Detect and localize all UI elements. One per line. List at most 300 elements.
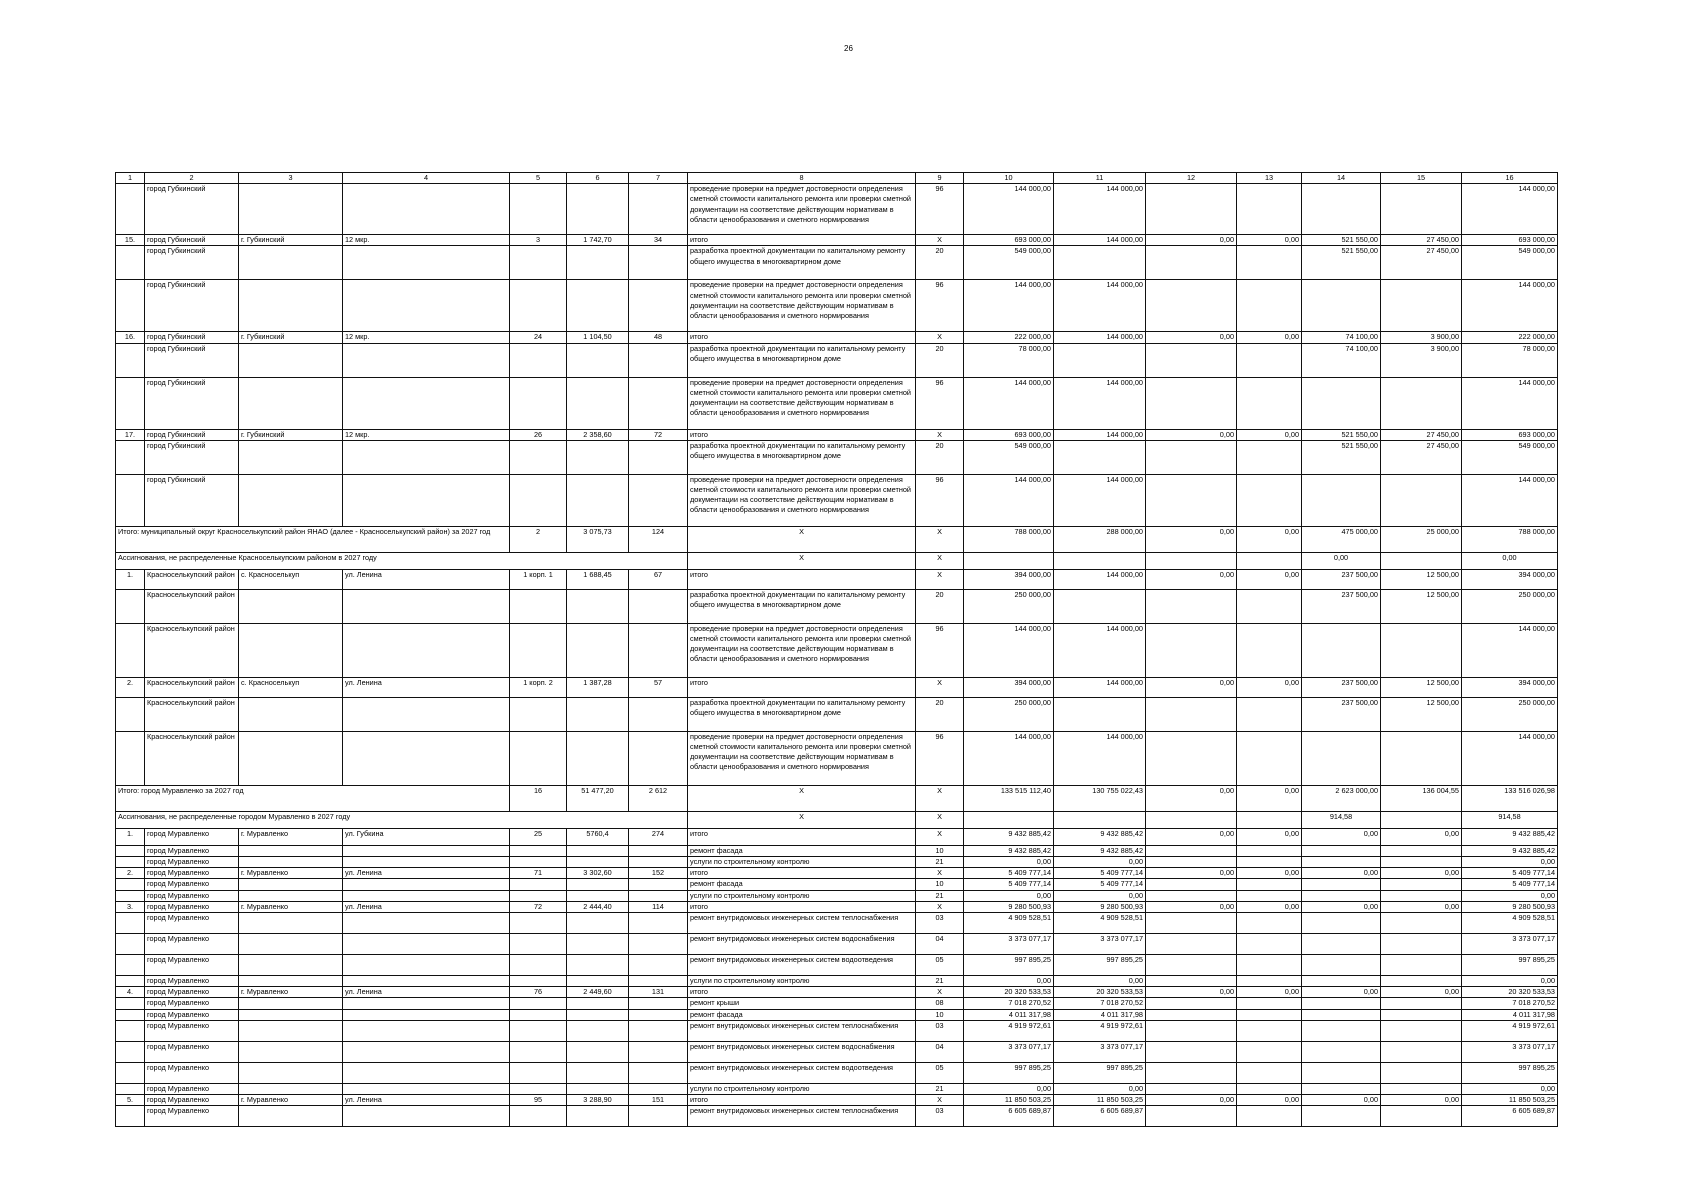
table-cell: город Губкинский (145, 246, 239, 280)
table-cell: услуги по строительному контролю (688, 857, 916, 868)
table-cell (510, 474, 567, 526)
table-cell (1237, 934, 1302, 955)
table-cell: 0,00 (1146, 987, 1237, 998)
table-cell: 131 (629, 987, 688, 998)
table-cell: город Губкинский (145, 343, 239, 377)
table-cell (629, 1020, 688, 1041)
table-cell (116, 913, 145, 934)
table-cell: город Муравленко (145, 1095, 239, 1106)
table-cell: 997 895,25 (1054, 955, 1146, 976)
table-cell: город Муравленко (145, 987, 239, 998)
table-cell (510, 1083, 567, 1094)
table-cell (116, 1083, 145, 1094)
table-cell (1237, 1009, 1302, 1020)
table-cell: 6 605 689,87 (1054, 1106, 1146, 1127)
table-row (116, 828, 1558, 845)
column-number-cell: 13 (1237, 173, 1302, 184)
table-cell: 144 000,00 (1054, 569, 1146, 589)
table-cell: 4 011 317,98 (964, 1009, 1054, 1020)
table-cell: 67 (629, 569, 688, 589)
table-row (116, 474, 1558, 526)
table-cell: 0,00 (1237, 332, 1302, 343)
table-cell (567, 623, 629, 677)
table-cell: 0,00 (1146, 235, 1237, 246)
table-cell: 11 850 503,25 (964, 1095, 1054, 1106)
table-cell (116, 623, 145, 677)
table-cell: 96 (916, 623, 964, 677)
table-cell: 521 550,00 (1302, 235, 1381, 246)
table-cell: ремонт крыши (688, 998, 916, 1009)
table-cell: итого (688, 677, 916, 697)
table-cell (567, 913, 629, 934)
table-cell (1381, 377, 1462, 429)
table-cell: 144 000,00 (964, 280, 1054, 332)
table-cell: Красноселькупский район (145, 589, 239, 623)
table-cell (343, 343, 510, 377)
table-cell: город Губкинский (145, 440, 239, 474)
table-cell: 0,00 (1381, 901, 1462, 912)
table-cell: 152 (629, 868, 688, 879)
table-cell (1302, 857, 1381, 868)
unallocated-label: Ассигнования, не распределенные Красноселькупским районом в 2027 году (116, 552, 688, 569)
table-cell (629, 1041, 688, 1062)
table-cell: г. Губкинский (239, 235, 343, 246)
table-cell: 03 (916, 1020, 964, 1041)
table-cell: 03 (916, 913, 964, 934)
table-cell (1146, 440, 1237, 474)
table-cell: 394 000,00 (1462, 569, 1558, 589)
table-cell: 3. (116, 901, 145, 912)
table-cell (510, 1020, 567, 1041)
table-cell (1237, 1062, 1302, 1083)
table-cell: ул. Ленина (343, 901, 510, 912)
table-cell: 0,00 (1054, 857, 1146, 868)
table-cell (239, 955, 343, 976)
table-cell: город Муравленко (145, 934, 239, 955)
table-cell (567, 280, 629, 332)
table-cell: 144 000,00 (964, 474, 1054, 526)
table-cell: 394 000,00 (964, 569, 1054, 589)
column-number-cell: 5 (510, 173, 567, 184)
table-cell: проведение проверки на предмет достоверности определения сметной стоимости капитального ремонта или проверки сметной документации на соответствие действующим нормативам в области ценообразования и сметного нормирования (688, 731, 916, 785)
table-cell: 0,00 (1381, 987, 1462, 998)
table-cell: с. Красноселькуп (239, 569, 343, 589)
table-cell (116, 1009, 145, 1020)
table-row (116, 235, 1558, 246)
table-cell (629, 879, 688, 890)
table-cell (1302, 280, 1381, 332)
table-cell: 12 500,00 (1381, 677, 1462, 697)
table-cell (1381, 857, 1462, 868)
table-cell (1146, 552, 1237, 569)
table-cell: 0,00 (1237, 429, 1302, 440)
table-cell: 144 000,00 (1054, 280, 1146, 332)
table-row (116, 987, 1558, 998)
table-cell (1237, 913, 1302, 934)
table-cell (116, 731, 145, 785)
table-cell: 12 мкр. (343, 332, 510, 343)
table-cell (343, 976, 510, 987)
table-cell: 0,00 (1146, 828, 1237, 845)
table-cell: итого (688, 235, 916, 246)
table-cell: 693 000,00 (964, 235, 1054, 246)
table-cell (239, 879, 343, 890)
table-cell: 1 742,70 (567, 235, 629, 246)
table-cell: 05 (916, 955, 964, 976)
table-cell (629, 731, 688, 785)
table-cell (1146, 280, 1237, 332)
table-cell (629, 280, 688, 332)
table-cell (1381, 879, 1462, 890)
table-cell: 04 (916, 1041, 964, 1062)
table-cell (1237, 857, 1302, 868)
table-cell: 7 018 270,52 (1054, 998, 1146, 1009)
table-cell: 0,00 (1146, 526, 1237, 552)
table-cell: 6 605 689,87 (964, 1106, 1054, 1127)
table-cell: 0,00 (1146, 677, 1237, 697)
table-cell: 74 100,00 (1302, 343, 1381, 377)
table-cell (629, 845, 688, 856)
table-cell (1381, 552, 1462, 569)
table-cell: 5 409 777,14 (1462, 868, 1558, 879)
table-cell: 0,00 (1054, 976, 1146, 987)
table-cell (239, 184, 343, 235)
table-row (116, 934, 1558, 955)
table-cell: 3 900,00 (1381, 343, 1462, 377)
table-cell: Красноселькупский район (145, 623, 239, 677)
table-cell (116, 879, 145, 890)
table-cell: 136 004,55 (1381, 785, 1462, 811)
table-cell: 0,00 (1237, 987, 1302, 998)
table-cell (1381, 934, 1462, 955)
table-cell: ул. Ленина (343, 569, 510, 589)
table-cell (1146, 955, 1237, 976)
table-cell (1381, 1083, 1462, 1094)
table-cell: 2 (510, 526, 567, 552)
table-cell: г. Муравленко (239, 868, 343, 879)
table-cell (1054, 552, 1146, 569)
table-cell (567, 697, 629, 731)
table-cell: 693 000,00 (1462, 235, 1558, 246)
table-cell (343, 1062, 510, 1083)
table-cell: ремонт внутридомовых инженерных систем водоснабжения (688, 1041, 916, 1062)
table-cell (1302, 934, 1381, 955)
table-cell: 15. (116, 235, 145, 246)
table-cell: 0,00 (1237, 868, 1302, 879)
table-cell: 4 919 972,61 (1462, 1020, 1558, 1041)
table-cell (1381, 1009, 1462, 1020)
table-cell (510, 246, 567, 280)
table-cell: X (916, 235, 964, 246)
table-cell: 03 (916, 1106, 964, 1127)
table-cell (510, 934, 567, 955)
table-cell (1237, 623, 1302, 677)
table-cell (567, 1106, 629, 1127)
table-row (116, 913, 1558, 934)
table-cell: 11 850 503,25 (1462, 1095, 1558, 1106)
table-cell: 1. (116, 828, 145, 845)
table-cell (1381, 955, 1462, 976)
table-cell: 288 000,00 (1054, 526, 1146, 552)
table-cell (239, 1106, 343, 1127)
table-cell: г. Губкинский (239, 332, 343, 343)
column-number-cell: 2 (145, 173, 239, 184)
table-cell: 237 500,00 (1302, 569, 1381, 589)
table-cell: X (916, 828, 964, 845)
table-cell (1381, 474, 1462, 526)
table-cell (629, 1062, 688, 1083)
table-cell (567, 1009, 629, 1020)
table-row (116, 589, 1558, 623)
table-cell (510, 1062, 567, 1083)
table-cell: 5 409 777,14 (1054, 879, 1146, 890)
column-number-cell: 3 (239, 173, 343, 184)
table-cell (1146, 343, 1237, 377)
table-cell: 914,58 (1302, 811, 1381, 828)
table-cell: 96 (916, 280, 964, 332)
table-cell (116, 998, 145, 1009)
table-cell (343, 731, 510, 785)
table-cell (567, 377, 629, 429)
table-cell (239, 1041, 343, 1062)
table-cell (239, 913, 343, 934)
table-cell: 0,00 (1237, 526, 1302, 552)
table-cell: 0,00 (1462, 976, 1558, 987)
table-cell: ремонт фасада (688, 845, 916, 856)
table-row (116, 246, 1558, 280)
table-cell (343, 697, 510, 731)
table-cell: 144 000,00 (964, 731, 1054, 785)
table-cell: 16 (510, 785, 567, 811)
table-cell (1302, 913, 1381, 934)
table-cell (1302, 731, 1381, 785)
table-cell: 549 000,00 (964, 440, 1054, 474)
table-cell: 74 100,00 (1302, 332, 1381, 343)
table-cell: город Муравленко (145, 901, 239, 912)
table-cell (567, 879, 629, 890)
table-cell (1237, 1106, 1302, 1127)
table-cell: 144 000,00 (964, 377, 1054, 429)
table-cell (343, 246, 510, 280)
table-cell (1381, 845, 1462, 856)
table-cell: город Муравленко (145, 976, 239, 987)
table-cell (1146, 845, 1237, 856)
table-cell (1237, 343, 1302, 377)
table-cell (343, 934, 510, 955)
table-cell: услуги по строительному контролю (688, 890, 916, 901)
table-row (116, 332, 1558, 343)
unallocated-row (116, 552, 1558, 569)
table-cell: проведение проверки на предмет достоверности определения сметной стоимости капитального ремонта или проверки сметной документации на соответствие действующим нормативам в области ценообразования и сметного нормирования (688, 184, 916, 235)
table-cell: 0,00 (1462, 890, 1558, 901)
table-cell: 4. (116, 987, 145, 998)
table-cell (1237, 998, 1302, 1009)
table-cell (1054, 343, 1146, 377)
table-cell (1302, 879, 1381, 890)
table-cell: 3 288,90 (567, 1095, 629, 1106)
table-cell (629, 1106, 688, 1127)
table-cell (1237, 697, 1302, 731)
table-cell: г. Муравленко (239, 987, 343, 998)
table-cell: ремонт внутридомовых инженерных систем теплоснабжения (688, 913, 916, 934)
table-cell: 96 (916, 731, 964, 785)
table-cell (567, 474, 629, 526)
table-cell: 0,00 (1054, 1083, 1146, 1094)
table-cell: 914,58 (1462, 811, 1558, 828)
table-cell (1146, 1020, 1237, 1041)
unallocated-label: Ассигнования, не распределенные городом Муравленко в 2027 году (116, 811, 688, 828)
table-cell: X (916, 429, 964, 440)
table-cell (1146, 890, 1237, 901)
table-cell: 693 000,00 (1462, 429, 1558, 440)
table-cell: 11 850 503,25 (1054, 1095, 1146, 1106)
table-cell: ремонт фасада (688, 1009, 916, 1020)
table-cell: 4 919 972,61 (964, 1020, 1054, 1041)
table-cell (1381, 1020, 1462, 1041)
table-cell: 237 500,00 (1302, 677, 1381, 697)
table-cell (239, 1009, 343, 1020)
table-cell (1381, 976, 1462, 987)
column-number-cell: 1 (116, 173, 145, 184)
table-cell (1302, 976, 1381, 987)
table-cell: 04 (916, 934, 964, 955)
table-cell: 0,00 (1146, 569, 1237, 589)
table-cell: итого (688, 429, 916, 440)
table-cell: услуги по строительному контролю (688, 1083, 916, 1094)
table-cell: 144 000,00 (1054, 235, 1146, 246)
table-cell: 96 (916, 474, 964, 526)
table-cell: 7 018 270,52 (1462, 998, 1558, 1009)
table-cell: 0,00 (1146, 868, 1237, 879)
table-cell (510, 731, 567, 785)
table-cell: 0,00 (1237, 569, 1302, 589)
table-cell (116, 280, 145, 332)
table-cell (629, 474, 688, 526)
table-cell (1381, 184, 1462, 235)
table-cell: ремонт внутридомовых инженерных систем водоотведения (688, 1062, 916, 1083)
table-cell: 114 (629, 901, 688, 912)
table-cell: 21 (916, 857, 964, 868)
table-cell: итого (688, 1095, 916, 1106)
table-cell (116, 890, 145, 901)
table-cell: 0,00 (964, 976, 1054, 987)
table-cell: итого (688, 569, 916, 589)
table-cell: X (688, 785, 916, 811)
column-number-cell: 11 (1054, 173, 1146, 184)
table-cell: 3 373 077,17 (1462, 934, 1558, 955)
table-cell (964, 811, 1054, 828)
table-cell: 5. (116, 1095, 145, 1106)
table-cell (343, 998, 510, 1009)
table-cell: ул. Ленина (343, 868, 510, 879)
table-cell (1237, 879, 1302, 890)
table-cell: 250 000,00 (964, 589, 1054, 623)
table-cell (1237, 589, 1302, 623)
table-cell: город Муравленко (145, 1020, 239, 1041)
table-cell: 997 895,25 (1462, 955, 1558, 976)
table-cell (1237, 552, 1302, 569)
table-cell (1302, 377, 1381, 429)
table-cell (629, 623, 688, 677)
table-cell (510, 998, 567, 1009)
table-cell (1302, 474, 1381, 526)
table-cell: 4 909 528,51 (1462, 913, 1558, 934)
table-cell: 0,00 (1381, 868, 1462, 879)
table-cell: разработка проектной документации по капитальному ремонту общего имущества в многоквартирном доме (688, 246, 916, 280)
table-cell (510, 913, 567, 934)
table-cell (629, 697, 688, 731)
table-cell: ул. Ленина (343, 677, 510, 697)
table-cell: итого (688, 868, 916, 879)
table-cell: 20 (916, 697, 964, 731)
table-cell: город Муравленко (145, 828, 239, 845)
table-cell: 3 075,73 (567, 526, 629, 552)
table-cell: 3 373 077,17 (964, 1041, 1054, 1062)
table-cell: 133 516 026,98 (1462, 785, 1558, 811)
table-cell: 6 605 689,87 (1462, 1106, 1558, 1127)
table-cell: 10 (916, 845, 964, 856)
table-cell: 2 449,60 (567, 987, 629, 998)
table-cell (1381, 998, 1462, 1009)
table-cell: 4 909 528,51 (964, 913, 1054, 934)
table-cell: 25 (510, 828, 567, 845)
table-cell (1302, 623, 1381, 677)
table-cell: 0,00 (1237, 828, 1302, 845)
table-row (116, 1062, 1558, 1083)
table-cell (510, 440, 567, 474)
table-cell: 144 000,00 (1054, 377, 1146, 429)
table-cell: 0,00 (1237, 901, 1302, 912)
table-cell (510, 845, 567, 856)
table-cell: 72 (510, 901, 567, 912)
table-cell: 0,00 (1302, 1095, 1381, 1106)
table-cell: ремонт внутридомовых инженерных систем теплоснабжения (688, 1020, 916, 1041)
table-cell (1381, 913, 1462, 934)
table-cell: 20 (916, 440, 964, 474)
table-cell (567, 1083, 629, 1094)
table-cell (116, 1041, 145, 1062)
table-cell: 12 500,00 (1381, 589, 1462, 623)
table-cell: 144 000,00 (1462, 184, 1558, 235)
table-cell (239, 890, 343, 901)
table-cell (1302, 955, 1381, 976)
table-cell (629, 184, 688, 235)
table-cell (1381, 811, 1462, 828)
column-number-cell: 6 (567, 173, 629, 184)
table-cell: 0,00 (1302, 828, 1381, 845)
table-cell: 2 444,40 (567, 901, 629, 912)
table-cell: 3 373 077,17 (1054, 1041, 1146, 1062)
table-cell (1054, 589, 1146, 623)
table-cell: 48 (629, 332, 688, 343)
table-cell (510, 623, 567, 677)
table-cell: 20 (916, 343, 964, 377)
table-cell: 96 (916, 184, 964, 235)
table-cell (343, 845, 510, 856)
table-cell (239, 697, 343, 731)
table-cell (1146, 589, 1237, 623)
page-number: 26 (844, 44, 853, 53)
table-cell: 144 000,00 (1054, 332, 1146, 343)
table-cell: 0,00 (1146, 785, 1237, 811)
table-cell: 144 000,00 (1054, 677, 1146, 697)
table-cell (343, 280, 510, 332)
table-cell (1237, 184, 1302, 235)
table-cell: 250 000,00 (1462, 589, 1558, 623)
table-cell: 394 000,00 (964, 677, 1054, 697)
table-cell: 57 (629, 677, 688, 697)
column-number-cell: 9 (916, 173, 964, 184)
